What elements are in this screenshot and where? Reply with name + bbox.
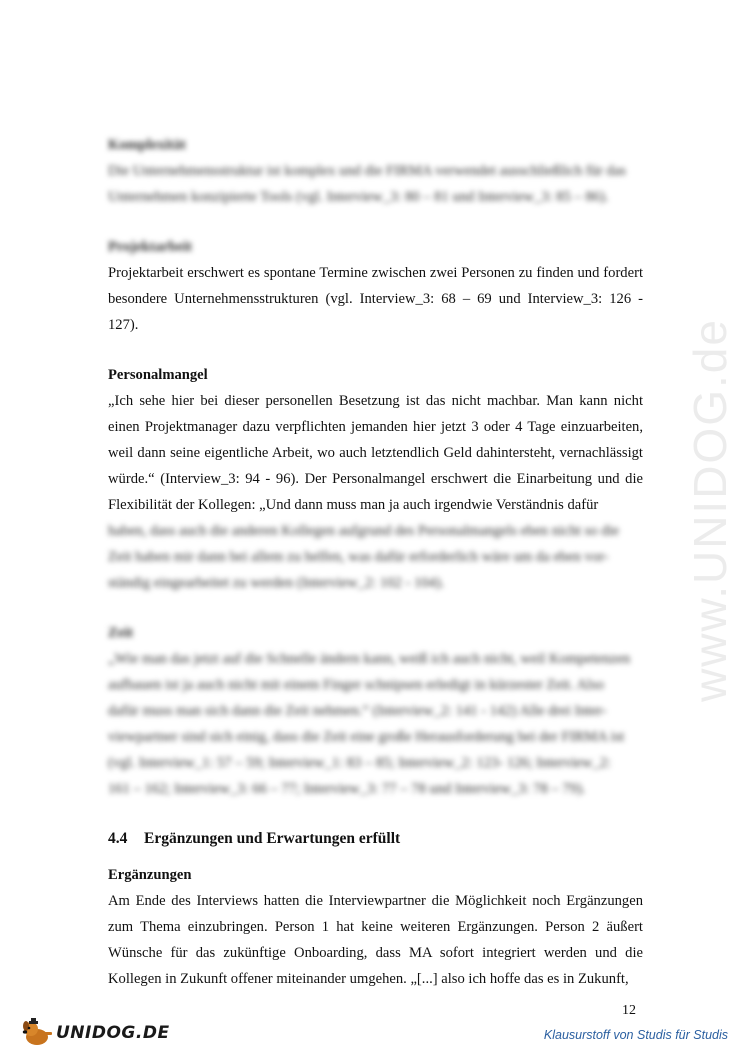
section-projektarbeit xyxy=(108,234,643,338)
watermark: www.UNIDOG.de xyxy=(684,318,737,702)
page-content xyxy=(108,132,643,992)
logo-text: UNIDOG.DE xyxy=(56,1023,170,1043)
blurred-line: 161 – 162; Interview_3: 66 – 77; Interview_3: 77 – 78 und Interview_3: 78 – 79). xyxy=(108,781,586,797)
footer-tagline: Klausurstoff von Studis für Studis xyxy=(543,1028,728,1042)
heading-komplexitaet: Komplexität xyxy=(108,137,186,153)
page-number: 12 xyxy=(622,1003,636,1018)
paragraph-ergaenzungen: Am Ende des Interviews hatten die Interviewpartner die Möglichkeit noch Ergänzungen zum Thema einzubringen. Person 1 hat keine weiteren Ergänzungen. Person 2 äußert Wünsche für das zukünftige Onboarding, dass MA sofort integriert werden und die Kollegen in Zukunft offener miteinander umgehen. „[...] also ich hoffe das es in Zukunft, xyxy=(108,893,643,987)
blurred-line: ständig eingearbeitet zu werden (Interview_2: 102 - 104). xyxy=(108,575,445,591)
heading-zeit: Zeit xyxy=(108,625,134,641)
paragraph-projektarbeit: Projektarbeit erschwert es spontane Termine zwischen zwei Personen zu finden und fordert besondere Unternehmensstrukturen (vgl. Interview_3: 68 – 69 und Interview_3: 126 - 127). xyxy=(108,265,643,333)
spacer xyxy=(108,852,643,862)
section-title xyxy=(108,826,643,852)
blurred-line: viewpartner sind sich einig, dass die Zeit eine große Herausforderung bei der FIRMA ist xyxy=(108,729,625,745)
spacer xyxy=(108,596,643,620)
blurred-line: „Wie man das jetzt auf die Schnelle ändern kann, weiß ich auch nicht, weil Kompetenzen xyxy=(108,651,631,667)
section-title-text: Ergänzungen und Erwartungen erfüllt xyxy=(144,830,401,847)
unidog-logo xyxy=(20,1018,170,1048)
heading-projektarbeit: Projektarbeit xyxy=(108,239,193,255)
spacer xyxy=(108,802,643,826)
paragraph-personalmangel: „Ich sehe hier bei dieser personellen Besetzung ist das nicht machbar. Man kann nicht einen Projektmanager dazu verpflichten jemanden hier jetzt 3 oder 4 Tage einzuarbeiten, weil dann seine eigentliche Arbeit, wo auch letztendlich Geld dahintersteht, vernachlässigt würde.“ (Interview_3: 94 - 96). Der Personalmangel erschwert die Einarbeitung und die Flexibilität der Kollegen: „Und dann muss man ja auch irgendwie Verständnis dafür xyxy=(108,393,643,513)
blurred-line: Unternehmen konzipierte Tools (vgl. Interview_3: 80 – 81 und Interview_3: 85 – 86). xyxy=(108,189,609,205)
spacer xyxy=(108,338,643,362)
dog-icon xyxy=(20,1018,54,1048)
section-number: 4.4 xyxy=(108,830,128,847)
blurred-line: (vgl. Interview_1: 57 – 59; Interview_1: 83 – 85; Interview_2: 123- 126; Interview_2: xyxy=(108,755,611,771)
blurred-line: aufbauen ist ja auch nicht mit einem Finger schnipsen erledigt in kürzester Zeit. Also xyxy=(108,677,605,693)
heading-personalmangel: Personalmangel xyxy=(108,367,208,383)
blurred-line: Zeit haben mir dann bei allem zu helfen, was dafür erforderlich wäre um da eben vor- xyxy=(108,549,609,565)
blurred-line: haben, dass auch die anderen Kollegen aufgrund des Personalmangels eben nicht so die xyxy=(108,523,620,539)
section-personalmangel xyxy=(108,362,643,596)
blurred-line: dafür muss man sich dann die Zeit nehmen.“ (Interview_2: 141 - 142) Alle drei Inter- xyxy=(108,703,607,719)
section-zeit xyxy=(108,620,643,802)
subheading-ergaenzungen: Ergänzungen xyxy=(108,867,192,883)
blurred-block xyxy=(108,518,643,596)
spacer xyxy=(108,210,643,234)
blurred-line: Die Unternehmensstruktur ist komplex und die FIRMA verwendet ausschließlich für das xyxy=(108,163,626,179)
section-4-4 xyxy=(108,826,643,992)
section-komplexitaet xyxy=(108,132,643,210)
